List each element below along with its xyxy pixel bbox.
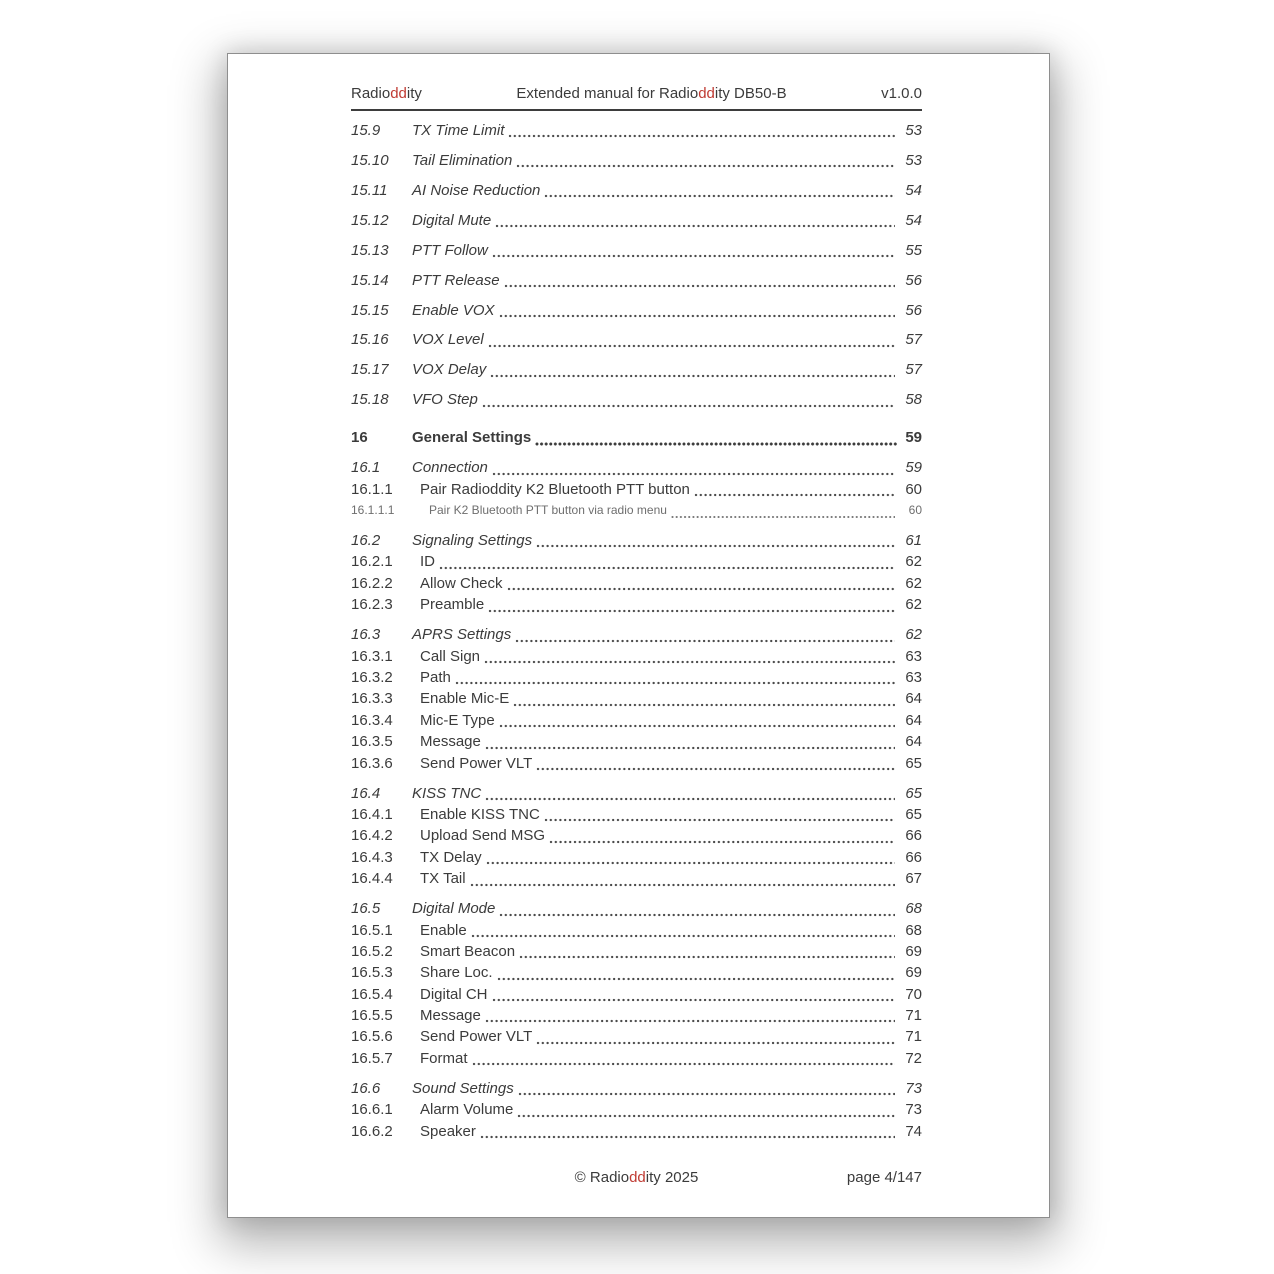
- toc-entry-page: 73: [905, 1079, 922, 1097]
- toc-dot-leader: [671, 514, 895, 520]
- toc-entry-title: Smart Beacon: [420, 942, 516, 960]
- toc-dot-leader: [482, 403, 895, 409]
- toc-entry-page: 59: [905, 429, 922, 447]
- toc-entry[interactable]: [351, 731, 922, 752]
- toc-dot-leader: [544, 817, 895, 823]
- toc-entry[interactable]: [351, 329, 922, 350]
- toc-entry-title: TX Tail: [420, 870, 466, 888]
- toc-dot-leader: [485, 745, 895, 751]
- toc-entry-number: 15.11: [351, 181, 388, 199]
- toc-entry[interactable]: [351, 1078, 922, 1099]
- toc-entry-page: 65: [905, 784, 922, 802]
- toc-entry-number: 16.6.2: [351, 1122, 393, 1140]
- toc-entry-title: VFO Step: [412, 391, 478, 409]
- toc-entry-title: Pair K2 Bluetooth PTT button via radio menu: [429, 503, 667, 518]
- toc-entry-page: 53: [905, 121, 922, 139]
- toc-entry[interactable]: [351, 1121, 922, 1142]
- toc-entry-number: 15.15: [351, 301, 389, 319]
- toc-dot-leader: [519, 954, 895, 960]
- toc-entry-number: 16.3.1: [351, 647, 393, 665]
- toc-entry-page: 65: [905, 754, 922, 772]
- toc-entry-title: VOX Level: [412, 331, 484, 349]
- toc-entry-page: 58: [905, 391, 922, 409]
- toc-dot-leader: [499, 313, 895, 319]
- toc-entry-page: 57: [905, 361, 922, 379]
- toc-entry-page: 69: [905, 942, 922, 960]
- toc-entry-page: 70: [905, 985, 922, 1003]
- toc-entry[interactable]: [351, 551, 922, 572]
- toc-entry-number: 16.1: [351, 459, 381, 477]
- toc-entry-page: 74: [905, 1122, 922, 1140]
- toc-entry[interactable]: [351, 1099, 922, 1120]
- toc-entry-number: 16.5.5: [351, 1007, 393, 1025]
- toc-entry-title: PTT Follow: [412, 241, 488, 259]
- document-title: Extended manual for Radioddity DB50-B: [516, 85, 787, 102]
- toc-dot-leader: [549, 839, 895, 845]
- toc-entry-number: 16.5.1: [351, 921, 393, 939]
- toc-entry[interactable]: [351, 710, 922, 731]
- toc-entry-page: 64: [905, 733, 922, 751]
- toc-dot-leader: [694, 492, 895, 498]
- toc-entry-number: 16.5: [351, 900, 381, 918]
- toc-entry-number: 16.5.6: [351, 1028, 393, 1046]
- toc-entry-page: 68: [905, 900, 922, 918]
- toc-entry-number: 16.3.3: [351, 690, 393, 708]
- toc-entry-number: 15.10: [351, 151, 389, 169]
- toc-dot-leader: [499, 723, 895, 729]
- toc-dot-leader: [507, 586, 895, 592]
- toc-entry[interactable]: [351, 240, 922, 261]
- toc-entry-title: General Settings: [412, 429, 532, 447]
- toc-entry-number: 16.3.6: [351, 754, 393, 772]
- toc-dot-leader: [536, 766, 895, 772]
- toc-entry[interactable]: [351, 667, 922, 688]
- toc-entry-number: 16.3.2: [351, 669, 393, 687]
- toc-entry-page: 62: [905, 596, 922, 614]
- toc-entry-title: Send Power VLT: [420, 1028, 533, 1046]
- manual-page: [227, 53, 1050, 1218]
- toc-entry[interactable]: [351, 688, 922, 709]
- toc-entry-title: Speaker: [420, 1122, 476, 1140]
- toc-entry-title: TX Delay: [420, 848, 482, 866]
- toc-entry[interactable]: [351, 624, 922, 645]
- toc-entry-page: 66: [905, 827, 922, 845]
- toc-entry[interactable]: [351, 389, 922, 410]
- toc-entry[interactable]: [351, 984, 922, 1005]
- toc-entry-number: 16.3.5: [351, 733, 393, 751]
- toc-entry[interactable]: [351, 530, 922, 551]
- toc-entry[interactable]: [351, 300, 922, 321]
- toc-dot-leader: [485, 1018, 895, 1024]
- toc-entry-page: 65: [905, 805, 922, 823]
- toc-entry-title: APRS Settings: [412, 626, 512, 644]
- toc-entry-page: 61: [905, 532, 922, 550]
- toc-entry[interactable]: [351, 1048, 922, 1069]
- toc-entry-page: 71: [905, 1028, 922, 1046]
- toc-entry-title: KISS TNC: [412, 784, 482, 802]
- toc-dot-leader: [497, 976, 895, 982]
- toc-entry-title: Path: [420, 669, 451, 687]
- toc-entry-number: 15.9: [351, 121, 381, 139]
- toc-entry-page: 62: [905, 574, 922, 592]
- toc-entry-number: 16.4: [351, 784, 381, 802]
- toc-entry[interactable]: [351, 573, 922, 594]
- toc-entry[interactable]: [351, 962, 922, 983]
- toc-entry-page: 69: [905, 964, 922, 982]
- toc-entry-title: Enable Mic-E: [420, 690, 510, 708]
- toc-entry-title: Digital Mute: [412, 211, 492, 229]
- toc-dot-leader: [513, 702, 895, 708]
- toc-entry-title: Preamble: [420, 596, 485, 614]
- toc-entry[interactable]: [351, 359, 922, 380]
- toc-entry-title: ID: [420, 553, 435, 571]
- toc-entry-page: 60: [905, 480, 922, 498]
- toc-dot-leader: [515, 638, 895, 644]
- toc-entry[interactable]: [351, 941, 922, 962]
- toc-entry-title: Format: [420, 1049, 468, 1067]
- toc-entry[interactable]: [351, 427, 922, 448]
- toc-entry-page: 54: [905, 211, 922, 229]
- toc-entry-page: 62: [905, 553, 922, 571]
- toc-entry-title: Call Sign: [420, 647, 481, 665]
- toc-entry-title: Enable VOX: [412, 301, 495, 319]
- toc-entry-title: Mic-E Type: [420, 711, 495, 729]
- toc-dot-leader: [490, 373, 895, 379]
- toc-dot-leader: [492, 253, 895, 259]
- toc-entry-number: 16.3: [351, 626, 381, 644]
- toc-entry-number: 16.5.7: [351, 1049, 393, 1067]
- toc-entry[interactable]: [351, 804, 922, 825]
- toc-entry-title: Digital CH: [420, 985, 488, 1003]
- toc-dot-leader: [480, 1134, 895, 1140]
- page-footer: [351, 1169, 922, 1187]
- toc-entry-page: 73: [905, 1101, 922, 1119]
- toc-entry[interactable]: [351, 479, 922, 500]
- toc-entry-page: 60: [908, 503, 922, 518]
- toc-entry-title: Tail Elimination: [412, 151, 513, 169]
- toc-entry[interactable]: [351, 847, 922, 868]
- toc-entry-number: 15.14: [351, 271, 389, 289]
- toc-entry-page: 56: [905, 271, 922, 289]
- toc-entry-number: 15.17: [351, 361, 389, 379]
- toc-dot-leader: [492, 471, 895, 477]
- toc-entry-title: Sound Settings: [412, 1079, 514, 1097]
- toc-entry-page: 56: [905, 301, 922, 319]
- toc-entry-title: AI Noise Reduction: [412, 181, 541, 199]
- toc-entry-title: Upload Send MSG: [420, 827, 546, 845]
- toc-dot-leader: [484, 659, 895, 665]
- toc-entry-number: 16.2: [351, 532, 381, 550]
- toc-entry-number: 16.5.3: [351, 964, 393, 982]
- version-label: v1.0.0: [881, 85, 922, 102]
- toc-entry-title: Send Power VLT: [420, 754, 533, 772]
- toc-entry-number: 15.12: [351, 211, 389, 229]
- toc-dot-leader: [455, 680, 895, 686]
- toc-dot-leader: [439, 565, 895, 571]
- toc-entry-page: 68: [905, 921, 922, 939]
- toc-entry-number: 16.4.1: [351, 805, 393, 823]
- toc-entry-page: 62: [905, 626, 922, 644]
- toc-entry-number: 16.2.2: [351, 574, 393, 592]
- toc-entry[interactable]: [351, 210, 922, 231]
- toc-entry[interactable]: [351, 753, 922, 774]
- brand-name: Radioddity: [351, 85, 422, 102]
- toc-entry-number: 16.1.1: [351, 480, 393, 498]
- toc-entry-number: 16.6: [351, 1079, 381, 1097]
- toc-dot-leader: [471, 933, 895, 939]
- toc-entry-page: 53: [905, 151, 922, 169]
- toc-dot-leader: [508, 133, 895, 139]
- toc-entry[interactable]: [351, 270, 922, 291]
- toc-entry-page: 55: [905, 241, 922, 259]
- toc-entry-number: 16.5.4: [351, 985, 393, 1003]
- toc-entry-title: Message: [420, 1007, 481, 1025]
- toc-dot-leader: [535, 441, 898, 447]
- toc-dot-leader: [499, 912, 895, 918]
- toc-entry[interactable]: [351, 920, 922, 941]
- toc-entry-number: 16.4.4: [351, 870, 393, 888]
- toc-entry-title: Pair Radioddity K2 Bluetooth PTT button: [420, 480, 690, 498]
- toc-dot-leader: [470, 882, 895, 888]
- toc-entry-number: 16.5.2: [351, 942, 393, 960]
- toc-entry-number: 16.6.1: [351, 1101, 393, 1119]
- toc-dot-leader: [486, 860, 895, 866]
- toc-dot-leader: [516, 163, 895, 169]
- toc-entry[interactable]: [351, 868, 922, 889]
- toc-entry-page: 54: [905, 181, 922, 199]
- toc-entry[interactable]: [351, 825, 922, 846]
- toc-entry[interactable]: [351, 1026, 922, 1047]
- toc-entry[interactable]: [351, 150, 922, 171]
- toc-entry-title: PTT Release: [412, 271, 500, 289]
- toc-entry[interactable]: [351, 120, 922, 141]
- toc-entry-title: VOX Delay: [412, 361, 487, 379]
- toc-dot-leader: [517, 1113, 895, 1119]
- toc-entry-number: 16.2.1: [351, 553, 393, 571]
- toc-entry[interactable]: [351, 594, 922, 615]
- toc-dot-leader: [492, 997, 895, 1003]
- toc-entry[interactable]: [351, 1005, 922, 1026]
- page-number-label: page 4/147: [846, 1169, 922, 1186]
- toc-entry-number: 16.3.4: [351, 711, 393, 729]
- toc-dot-leader: [544, 193, 895, 199]
- table-of-contents: [351, 120, 922, 1142]
- toc-entry-page: 66: [905, 848, 922, 866]
- toc-dot-leader: [536, 1040, 895, 1046]
- toc-entry-page: 59: [905, 459, 922, 477]
- toc-dot-leader: [485, 796, 895, 802]
- toc-dot-leader: [495, 223, 895, 229]
- toc-entry-page: 63: [905, 669, 922, 687]
- toc-entry-title: TX Time Limit: [412, 121, 505, 139]
- toc-entry-number: 15.16: [351, 331, 389, 349]
- toc-entry-title: Enable: [420, 921, 467, 939]
- toc-entry-page: 72: [905, 1049, 922, 1067]
- toc-entry-page: 64: [905, 711, 922, 729]
- toc-entry-page: 71: [905, 1007, 922, 1025]
- toc-entry-number: 16: [351, 429, 368, 447]
- toc-entry[interactable]: [351, 646, 922, 667]
- toc-entry-number: 16.4.2: [351, 827, 393, 845]
- toc-entry-number: 16.4.3: [351, 848, 393, 866]
- toc-dot-leader: [504, 283, 895, 289]
- toc-entry-title: Signaling Settings: [412, 532, 533, 550]
- toc-entry-page: 67: [905, 870, 922, 888]
- toc-dot-leader: [488, 608, 895, 614]
- toc-entry[interactable]: [351, 500, 922, 521]
- toc-entry[interactable]: [351, 898, 922, 919]
- toc-entry-number: 15.13: [351, 241, 389, 259]
- toc-dot-leader: [488, 343, 895, 349]
- toc-entry[interactable]: [351, 783, 922, 804]
- toc-entry-title: Message: [420, 733, 481, 751]
- copyright-text: © Radioddity 2025: [574, 1169, 699, 1186]
- toc-entry-title: Connection: [412, 459, 488, 477]
- toc-dot-leader: [472, 1061, 895, 1067]
- toc-entry-number: 16.1.1.1: [351, 503, 395, 518]
- toc-dot-leader: [536, 543, 895, 549]
- toc-entry[interactable]: [351, 457, 922, 478]
- toc-entry-title: Share Loc.: [420, 964, 493, 982]
- toc-entry-page: 57: [905, 331, 922, 349]
- toc-entry-number: 15.18: [351, 391, 389, 409]
- toc-entry-page: 63: [905, 647, 922, 665]
- toc-entry-title: Allow Check: [420, 574, 503, 592]
- toc-entry-title: Digital Mode: [412, 900, 496, 918]
- toc-entry-title: Alarm Volume: [420, 1101, 514, 1119]
- toc-entry-title: Enable KISS TNC: [420, 805, 540, 823]
- toc-entry[interactable]: [351, 180, 922, 201]
- toc-entry-page: 64: [905, 690, 922, 708]
- page-header: [351, 54, 922, 111]
- toc-entry-number: 16.2.3: [351, 596, 393, 614]
- toc-dot-leader: [518, 1091, 895, 1097]
